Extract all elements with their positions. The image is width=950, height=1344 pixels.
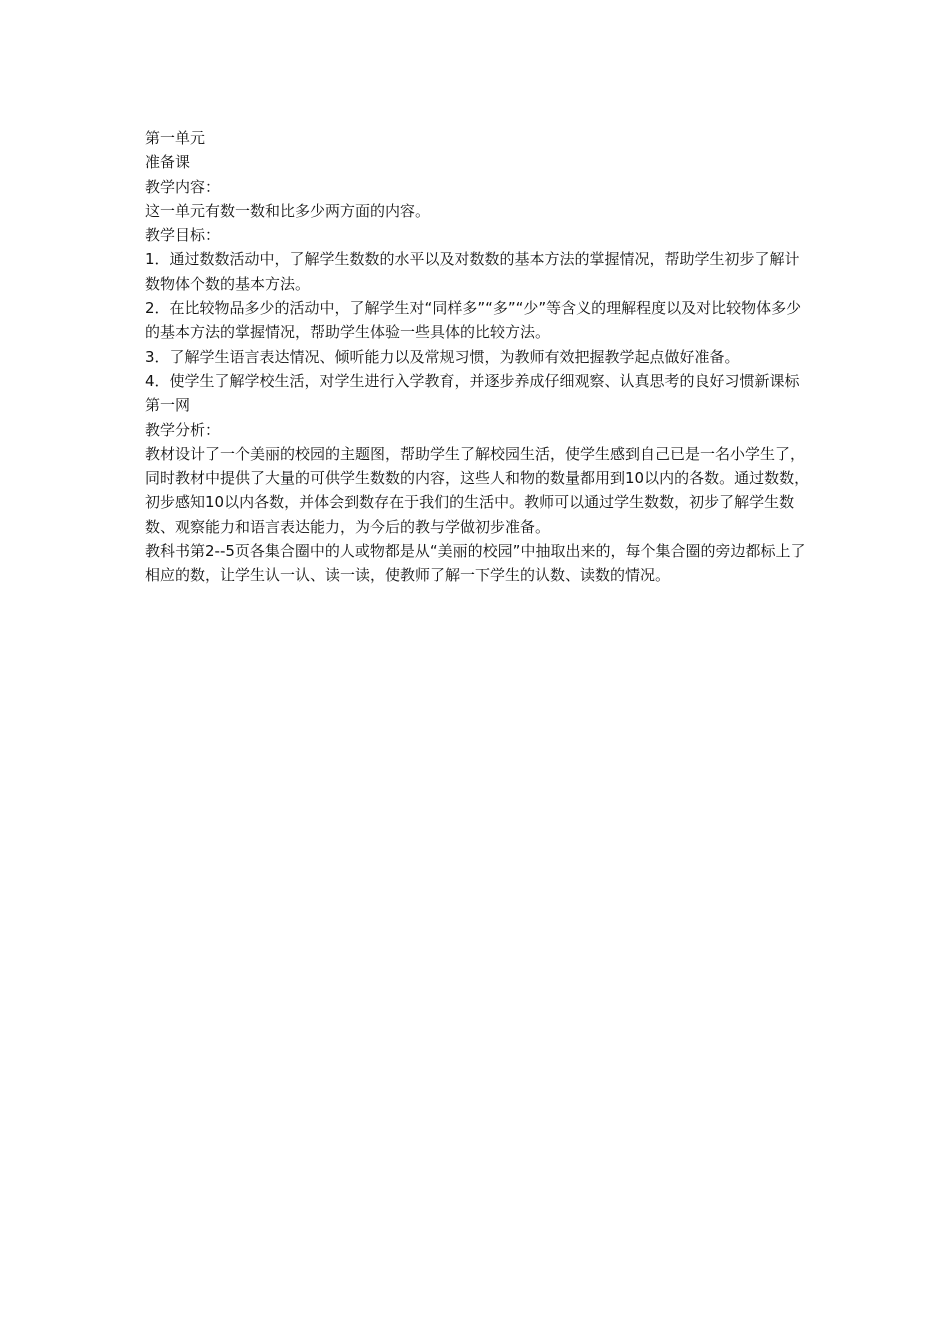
section-heading-content: 教学内容： (145, 177, 221, 196)
goal-item-4: 4．使学生了解学校生活，对学生进行入学教育，并逐步养成仔细观察、认真思考的良好习惯新课标第一网 (145, 371, 800, 415)
goal-item-1: 1．通过数数活动中，了解学生数数的水平以及对数数的基本方法的掌握情况，帮助学生初步了解计数物体个数的基本方法。 (145, 250, 800, 293)
goal-item-2: 2．在比较物品多少的活动中，了解学生对“同样多”“多”“少”等含义的理解程度以及对比较物体多少的基本方法的掌握情况，帮助学生体验一些具体的比较方法。 (145, 299, 802, 342)
section-heading-goals: 教学目标： (145, 226, 221, 245)
analysis-paragraph-2: 教科书第2--5页各集合圈中的人或物都是从“美丽的校园”中抽取出来的，每个集合圈的旁边都标上了相应的数，让学生认一认、读一读，使教师了解一下学生的认数、读数的情况。 (145, 542, 806, 585)
unit-heading: 第一单元 (145, 129, 206, 147)
goal-item-3: 3．了解学生语言表达情况、倾听能力以及常规习惯，为教师有效把握教学起点做好准备。 (145, 347, 740, 366)
document-body (145, 126, 810, 588)
content-paragraph: 这一单元有数一数和比多少两方面的内容。 (145, 201, 431, 220)
lesson-title: 准备课 (145, 153, 191, 172)
analysis-paragraph-1: 教材设计了一个美丽的校园的主题图，帮助学生了解校园生活，使学生感到自己已是一名小学生了，同时教材中提供了大量的可供学生数数的内容，这些人和物的数量都用到10以内的各数。通过数数，初步感知10以内各数，并体会到数存在于我们的生活中。教师可以通过学生数数，初步了解学生数数、观察能力和语言表达能力，为今后的教与学做初步准备。 (145, 444, 810, 536)
section-heading-analysis: 教学分析： (145, 420, 221, 439)
